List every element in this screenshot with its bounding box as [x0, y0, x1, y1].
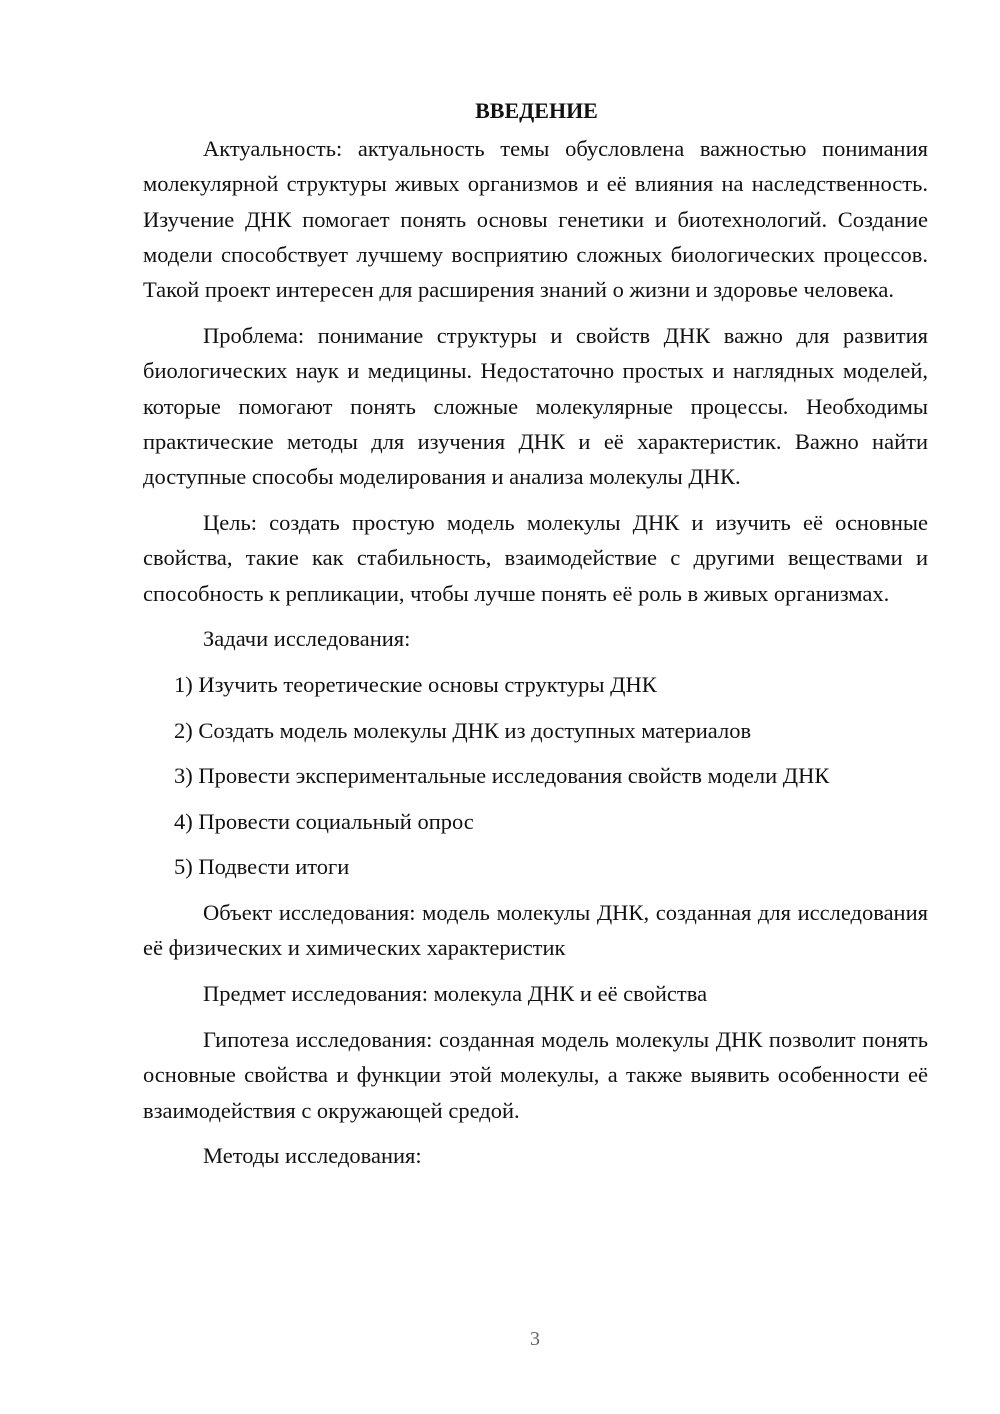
- tasks-title: Задачи исследования:: [203, 626, 411, 652]
- tasks-list: [143, 667, 928, 885]
- methods-title: Методы исследования:: [203, 1143, 422, 1169]
- problem-paragraph: Проблема: понимание структуры и свойств ДНК важно для развития биологических наук и медицины. Недостаточно простых и наглядных моделей, которые помогают понять сложные молекулярные процессы. Необходимы практические методы для изучения ДНК и её характеристик. Важно найти доступные способы моделирования и анализа молекулы ДНК.: [143, 322, 928, 490]
- goal-paragraph: Цель: создать простую модель молекулы ДНК и изучить её основные свойства, такие как стабильность, взаимодействие с другими веществами и способность к репликации, чтобы лучше понять её роль в живых организмах.: [143, 509, 928, 606]
- page-number: 3: [530, 1328, 540, 1350]
- task-item-1: 1) Изучить теоретические основы структуры ДНК: [174, 671, 657, 697]
- task-item-2: 2) Создать модель молекулы ДНК из доступных материалов: [174, 717, 752, 743]
- task-item-5: 5) Подвести итоги: [174, 854, 350, 880]
- page-heading: ВВЕДЕНИЕ: [475, 98, 598, 123]
- page-content: [143, 93, 928, 1174]
- task-item-3: 3) Провести экспериментальные исследования свойств модели ДНК: [174, 763, 830, 789]
- relevance-paragraph: Актуальность: актуальность темы обусловлена важностью понимания молекулярной структуры живых организмов и её влияния на наследственность. Изучение ДНК помогает понять основы генетики и биотехнологий. Создание модели способствует лучшему восприятию сложных биологических процессов. Такой проект интересен для расширения знаний о жизни и здоровье человека.: [143, 136, 928, 303]
- task-item-4: 4) Провести социальный опрос: [174, 808, 474, 834]
- subject-paragraph: Предмет исследования: молекула ДНК и её свойства: [203, 981, 708, 1007]
- hypothesis-paragraph: Гипотеза исследования: созданная модель молекулы ДНК позволит понять основные свойства и функции этой молекулы, а также выявить особенности её взаимодействия с окружающей средой.: [143, 1027, 928, 1123]
- object-paragraph: Объект исследования: модель молекулы ДНК, созданная для исследования её физических и химических характеристик: [143, 900, 928, 961]
